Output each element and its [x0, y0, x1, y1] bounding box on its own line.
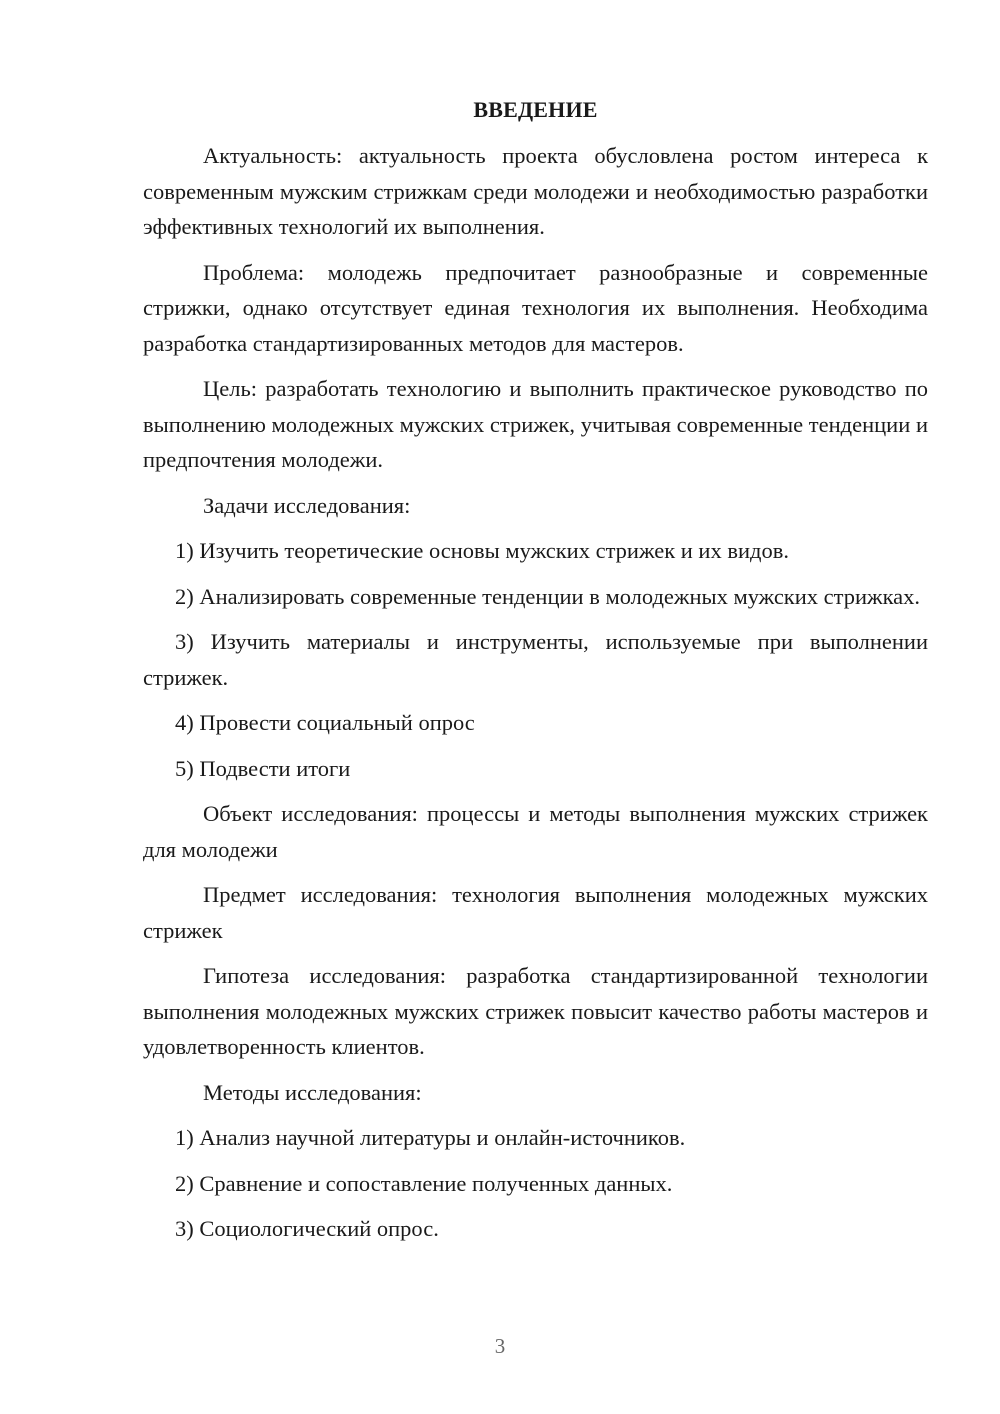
document-page [143, 92, 928, 1247]
task-item: 2) Анализировать современные тенденции в молодежных мужских стрижках. [175, 583, 921, 609]
task-item: 4) Провести социальный опрос [175, 710, 475, 735]
goal-paragraph: Цель: разработать технологию и выполнить практическое руководство по выполнению молодежных мужских стрижек, учитывая современные тенденции и предпочтения молодежи. [143, 376, 928, 472]
relevance-paragraph: Актуальность: актуальность проекта обусловлена ростом интереса к современным мужским стрижкам среди молодежи и необходимостью разработки эффективных технологий их выполнения. [143, 143, 928, 239]
method-item: 1) Анализ научной литературы и онлайн-источников. [175, 1125, 686, 1150]
task-item: 1) Изучить теоретические основы мужских стрижек и их видов. [175, 538, 789, 563]
page-number: 3 [494, 1334, 506, 1358]
hypothesis-paragraph: Гипотеза исследования: разработка стандартизированной технологии выполнения молодежных мужских стрижек повысит качество работы мастеров и удовлетворенность клиентов. [143, 963, 928, 1059]
tasks-heading: Задачи исследования: [203, 492, 411, 518]
section-heading: ВВЕДЕНИЕ [473, 97, 598, 122]
task-item: 3) Изучить материалы и инструменты, используемые при выполнении стрижек. [143, 629, 928, 690]
problem-paragraph: Проблема: молодежь предпочитает разнообразные и современные стрижки, однако отсутствует единая технология их выполнения. Необходима разработка стандартизированных методов для мастеров. [143, 259, 928, 356]
method-item: 3) Социологический опрос. [175, 1216, 439, 1241]
methods-heading: Методы исследования: [203, 1079, 422, 1105]
subject-paragraph: Предмет исследования: технология выполнения молодежных мужских стрижек [143, 882, 928, 943]
object-paragraph: Объект исследования: процессы и методы выполнения мужских стрижек для молодежи [143, 801, 928, 862]
task-item: 5) Подвести итоги [175, 755, 351, 781]
method-item: 2) Сравнение и сопоставление полученных данных. [175, 1170, 673, 1196]
